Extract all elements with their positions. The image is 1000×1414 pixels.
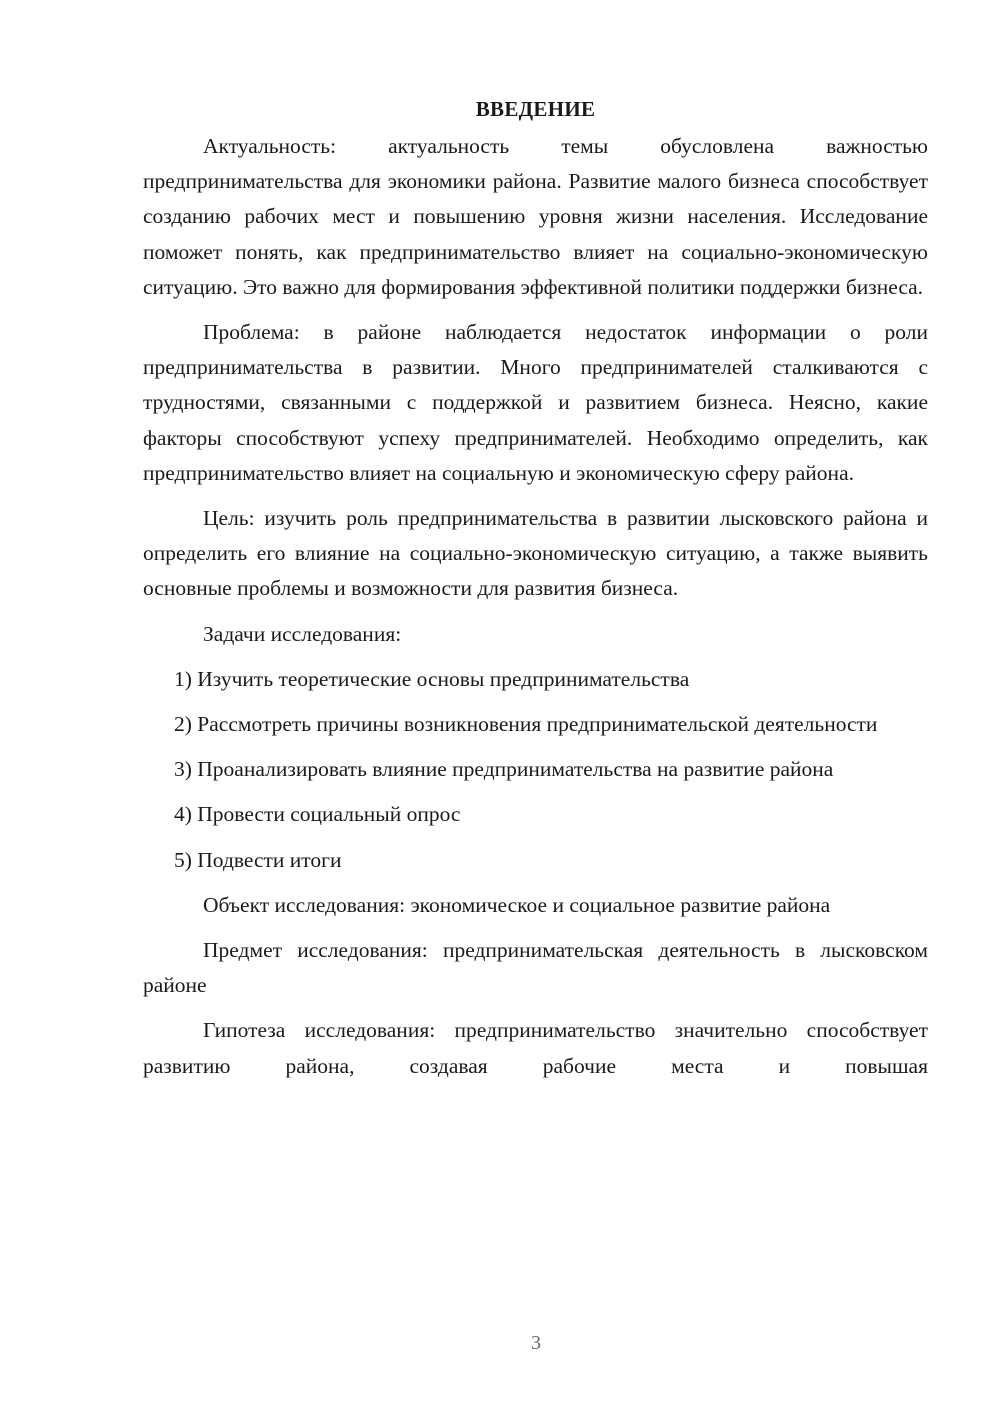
section-title: ВВЕДЕНИЕ — [475, 97, 596, 121]
hypothesis-paragraph: Гипотеза исследования: предпринимательство значительно способствует развитию района, создавая рабочие места и повышая — [143, 1018, 928, 1078]
task-item-4: 4) Провести социальный опрос — [174, 802, 461, 827]
task-item-2: 2) Рассмотреть причины возникновения предпринимательской деятельности — [174, 712, 878, 737]
task-item-3: 3) Проанализировать влияние предпринимательства на развитие района — [174, 757, 834, 782]
tasks-heading: Задачи исследования: — [203, 621, 402, 646]
problem-paragraph: Проблема: в районе наблюдается недостаток информации о роли предпринимательства в развитии. Много предпринимателей сталкиваются с трудностями, связанными с поддержкой и развитием бизнеса. Неясно, какие факторы способствуют успеху предпринимателей. Необходимо определить, как предпринимательство влияет на социальную и экономическую сферу района. — [143, 320, 928, 485]
task-item-5: 5) Подвести итоги — [174, 847, 342, 872]
relevance-paragraph: Актуальность: актуальность темы обусловлена важностью предпринимательства для экономики района. Развитие малого бизнеса способствует созданию рабочих мест и повышению уровня жизни населения. Исследование поможет понять, как предпринимательство влияет на социально-экономическую ситуацию. Это важно для формирования эффективной политики поддержки бизнеса. — [143, 134, 928, 299]
page-number: 3 — [531, 1332, 541, 1354]
task-item-1: 1) Изучить теоретические основы предпринимательства — [174, 666, 690, 691]
object-paragraph: Объект исследования: экономическое и социальное развитие района — [203, 892, 831, 917]
subject-paragraph: Предмет исследования: предпринимательская деятельность в лысковском районе — [143, 938, 928, 998]
goal-paragraph: Цель: изучить роль предпринимательства в развитии лысковского района и определить его влияние на социально-экономическую ситуацию, а также выявить основные проблемы и возможности для развития бизнеса. — [143, 506, 928, 601]
document-page — [143, 92, 928, 1094]
